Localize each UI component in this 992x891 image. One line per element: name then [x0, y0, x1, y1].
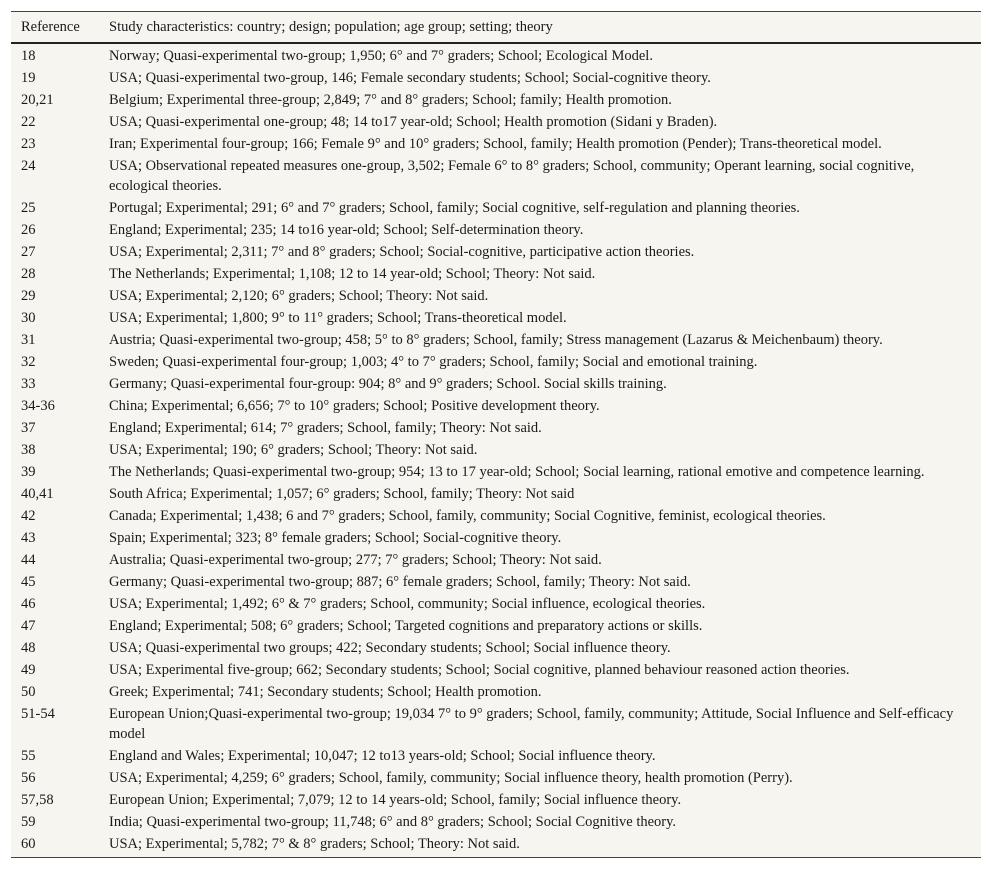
study-characteristics-cell: USA; Quasi-experimental two-group, 146; Female secondary students; School; Social-cognitive theory. — [109, 70, 711, 86]
reference-cell: 20,21 — [21, 92, 54, 108]
reference-cell: 55 — [21, 748, 36, 764]
table-row — [11, 329, 981, 351]
study-characteristics-cell: Iran; Experimental four-group; 166; Female 9° and 10° graders; School, family; Health promotion (Pender); Trans-theoretical model. — [109, 136, 882, 152]
table-row — [11, 43, 981, 67]
header-reference: Reference — [11, 12, 99, 43]
reference-cell: 31 — [21, 332, 36, 348]
table-row — [11, 111, 981, 133]
study-characteristics-cell: USA; Experimental five-group; 662; Secondary students; School; Social cognitive, planned behaviour reasoned action theories. — [109, 662, 850, 678]
reference-cell: 43 — [21, 530, 36, 546]
table-row — [11, 439, 981, 461]
study-characteristics-cell: USA; Observational repeated measures one-group, 3,502; Female 6° to 8° graders; School, community; Operant learning, social cognitive, ecological theories. — [109, 158, 915, 194]
table-row — [11, 637, 981, 659]
study-characteristics-cell: Australia; Quasi-experimental two-group; 277; 7° graders; School; Theory: Not said. — [109, 552, 602, 568]
reference-cell: 23 — [21, 136, 36, 152]
reference-cell: 45 — [21, 574, 36, 590]
reference-cell: 39 — [21, 464, 36, 480]
reference-cell: 49 — [21, 662, 36, 678]
reference-cell: 38 — [21, 442, 36, 458]
reference-cell: 32 — [21, 354, 36, 370]
table-row — [11, 833, 981, 857]
study-characteristics-cell: China; Experimental; 6,656; 7° to 10° graders; School; Positive development theory. — [109, 398, 600, 414]
study-characteristics-cell: Germany; Quasi-experimental four-group: 904; 8° and 9° graders; School. Social skills training. — [109, 376, 667, 392]
study-characteristics-cell: Greek; Experimental; 741; Secondary students; School; Health promotion. — [109, 684, 542, 700]
study-characteristics-cell: USA; Quasi-experimental two groups; 422; Secondary students; School; Social influence theory. — [109, 640, 671, 656]
reference-cell: 19 — [21, 70, 36, 86]
reference-cell: 34-36 — [21, 398, 55, 414]
study-characteristics-cell: USA; Quasi-experimental one-group; 48; 14 to17 year-old; School; Health promotion (Sidani y Braden). — [109, 114, 718, 130]
reference-cell: 37 — [21, 420, 36, 436]
study-characteristics-cell: USA; Experimental; 1,492; 6° & 7° graders; School, community; Social influence, ecological theories. — [109, 596, 706, 612]
reference-cell: 33 — [21, 376, 36, 392]
table-row — [11, 549, 981, 571]
reference-cell: 47 — [21, 618, 36, 634]
reference-cell: 22 — [21, 114, 36, 130]
table-row — [11, 505, 981, 527]
table-row — [11, 133, 981, 155]
study-characteristics-cell: The Netherlands; Experimental; 1,108; 12 to 14 year-old; School; Theory: Not said. — [109, 266, 596, 282]
table-row — [11, 373, 981, 395]
table-row — [11, 89, 981, 111]
study-characteristics-table-container — [11, 11, 981, 858]
study-characteristics-cell: USA; Experimental; 4,259; 6° graders; School, family, community; Social influence theory, health promotion (Perry). — [109, 770, 793, 786]
table-header — [11, 12, 981, 43]
reference-cell: 59 — [21, 814, 36, 830]
reference-cell: 27 — [21, 244, 36, 260]
table-row — [11, 67, 981, 89]
study-characteristics-cell: USA; Experimental; 5,782; 7° & 8° graders; School; Theory: Not said. — [109, 836, 520, 852]
table-row — [11, 155, 981, 197]
study-characteristics-cell: England; Experimental; 508; 6° graders; School; Targeted cognitions and preparatory actions or skills. — [109, 618, 703, 634]
study-characteristics-cell: South Africa; Experimental; 1,057; 6° graders; School, family; Theory: Not said — [109, 486, 575, 502]
study-characteristics-cell: Sweden; Quasi-experimental four-group; 1,003; 4° to 7° graders; School, family; Social and emotional training. — [109, 354, 758, 370]
table-row — [11, 659, 981, 681]
table-row — [11, 571, 981, 593]
reference-cell: 50 — [21, 684, 36, 700]
table-row — [11, 745, 981, 767]
table-row — [11, 527, 981, 549]
reference-cell: 57,58 — [21, 792, 54, 808]
reference-cell: 29 — [21, 288, 36, 304]
table-row — [11, 285, 981, 307]
table-row — [11, 483, 981, 505]
table-row — [11, 307, 981, 329]
table-row — [11, 417, 981, 439]
table-row — [11, 767, 981, 789]
reference-cell: 28 — [21, 266, 36, 282]
table-row — [11, 593, 981, 615]
header-study-characteristics: Study characteristics: country; design; population; age group; setting; theory — [99, 12, 981, 43]
table-row — [11, 703, 981, 745]
table-row — [11, 461, 981, 483]
reference-cell: 26 — [21, 222, 36, 238]
reference-cell: 48 — [21, 640, 36, 656]
table-row — [11, 263, 981, 285]
study-characteristics-cell: Germany; Quasi-experimental two-group; 887; 6° female graders; School, family; Theory: Not said. — [109, 574, 691, 590]
study-characteristics-cell: England and Wales; Experimental; 10,047; 12 to13 years-old; School; Social influence theory. — [109, 748, 656, 764]
study-characteristics-cell: USA; Experimental; 1,800; 9° to 11° graders; School; Trans-theoretical model. — [109, 310, 567, 326]
reference-cell: 60 — [21, 836, 36, 852]
table-row — [11, 351, 981, 373]
study-characteristics-cell: European Union;Quasi-experimental two-group; 19,034 7° to 9° graders; School, family, community; Attitude, Social Influence and Self-efficacy model — [109, 706, 954, 742]
reference-cell: 18 — [21, 48, 36, 64]
study-characteristics-cell: The Netherlands; Quasi-experimental two-group; 954; 13 to 17 year-old; School; Social learning, rational emotive and competence learning. — [109, 464, 925, 480]
table-row — [11, 241, 981, 263]
header-row — [11, 12, 981, 43]
study-characteristics-cell: Portugal; Experimental; 291; 6° and 7° graders; School, family; Social cognitive, self-regulation and planning theories. — [109, 200, 800, 216]
reference-cell: 51-54 — [21, 706, 55, 722]
study-characteristics-cell: Spain; Experimental; 323; 8° female graders; School; Social-cognitive theory. — [109, 530, 562, 546]
study-characteristics-cell: Belgium; Experimental three-group; 2,849; 7° and 8° graders; School; family; Health promotion. — [109, 92, 672, 108]
reference-cell: 24 — [21, 158, 36, 174]
table-row — [11, 789, 981, 811]
study-characteristics-cell: European Union; Experimental; 7,079; 12 to 14 years-old; School, family; Social influence theory. — [109, 792, 682, 808]
table-row — [11, 197, 981, 219]
table-body — [11, 43, 981, 857]
study-characteristics-table — [11, 12, 981, 857]
study-characteristics-cell: England; Experimental; 614; 7° graders; School, family; Theory: Not said. — [109, 420, 542, 436]
study-characteristics-cell: USA; Experimental; 190; 6° graders; School; Theory: Not said. — [109, 442, 478, 458]
study-characteristics-cell: USA; Experimental; 2,120; 6° graders; School; Theory: Not said. — [109, 288, 489, 304]
study-characteristics-cell: England; Experimental; 235; 14 to16 year-old; School; Self-determination theory. — [109, 222, 584, 238]
reference-cell: 46 — [21, 596, 36, 612]
table-row — [11, 681, 981, 703]
table-row — [11, 219, 981, 241]
reference-cell: 25 — [21, 200, 36, 216]
reference-cell: 44 — [21, 552, 36, 568]
reference-cell: 40,41 — [21, 486, 54, 502]
reference-cell: 42 — [21, 508, 36, 524]
reference-cell: 56 — [21, 770, 36, 786]
reference-cell: 30 — [21, 310, 36, 326]
study-characteristics-cell: Canada; Experimental; 1,438; 6 and 7° graders; School, family, community; Social Cognitive, feminist, ecological theories. — [109, 508, 826, 524]
study-characteristics-cell: India; Quasi-experimental two-group; 11,748; 6° and 8° graders; School; Social Cognitive theory. — [109, 814, 677, 830]
study-characteristics-cell: Norway; Quasi-experimental two-group; 1,950; 6° and 7° graders; School; Ecological Model. — [109, 48, 653, 64]
study-characteristics-cell: Austria; Quasi-experimental two-group; 458; 5° to 8° graders; School, family; Stress management (Lazarus & Meichenbaum) theory. — [109, 332, 883, 348]
table-row — [11, 395, 981, 417]
table-row — [11, 615, 981, 637]
table-row — [11, 811, 981, 833]
study-characteristics-cell: USA; Experimental; 2,311; 7° and 8° graders; School; Social-cognitive, participative action theories. — [109, 244, 695, 260]
